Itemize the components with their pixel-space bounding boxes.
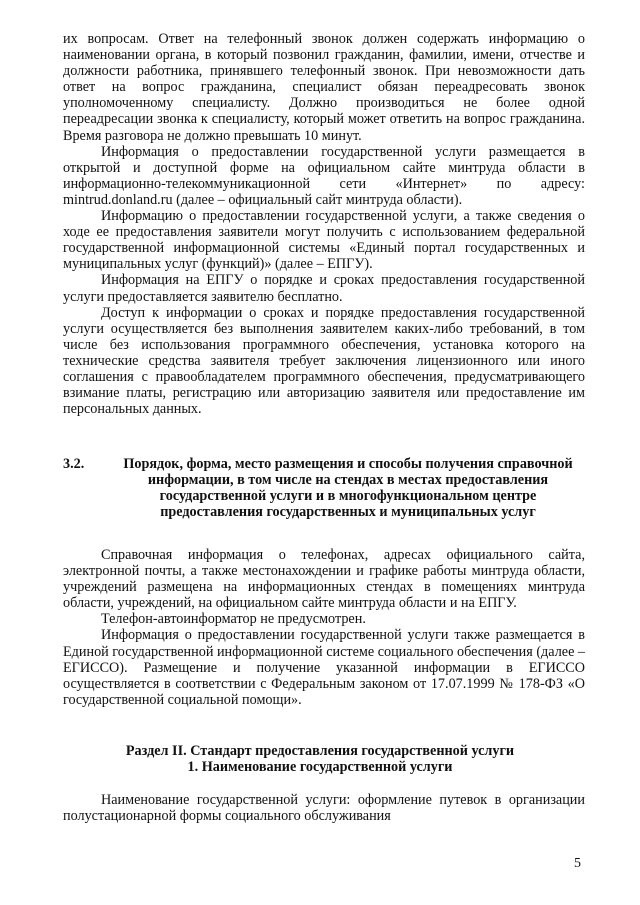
paragraph-block-reference bbox=[63, 547, 585, 708]
paragraph-block-telephone bbox=[63, 31, 585, 417]
paragraph-website-info: Информация о предоставлении государственной услуги размещается в открытой и доступной форме на официальном сайте минтруда области в информационно-телекоммуникационной сети «Интернет» по адресу: mintrud.donland.ru (далее – официальный сайт минтруда области). bbox=[63, 143, 585, 208]
paragraph-access: Доступ к информации о сроках и порядке предоставления государственной услуги осуществляется без выполнения заявителем каких-либо требований, в том числе без использования программного обеспечения, установка которого на технические средства заявителя требует заключения лицензионного или иного соглашения с правообладателем программного обеспечения, предусматривающего взимание платы, регистрацию или авторизацию заявителя или предоставление им персональных данных. bbox=[63, 304, 585, 418]
part-title: Раздел II. Стандарт предоставления государственной услуги bbox=[125, 743, 515, 759]
paragraph-reference-info: Справочная информация о телефонах, адресах официального сайта, электронной почты, а также местонахождении и графике работы минтруда области, учреждений размещена на информационных стендах в помещениях минтруда области, учреждений, на официальном сайте минтруда области и на ЕПГУ. bbox=[63, 547, 585, 612]
paragraph-epgu-free: Информация на ЕПГУ о порядке и сроках предоставления государственной услуги предоставляется заявителю бесплатно. bbox=[63, 272, 585, 305]
paragraph-egisso: Информация о предоставлении государственной услуги также размещается в Единой государственной информационной системе социального обеспечения (далее – ЕГИССО). Размещение и получение указанной информации в ЕГИССО осуществляется в соответствии с Федеральным законом от 17.07.1999 № 178-ФЗ «О государственной социальной помощи». bbox=[63, 627, 586, 708]
section-3-2-heading bbox=[63, 456, 585, 520]
paragraph-block-service-name bbox=[63, 792, 585, 824]
section-title: Порядок, форма, место размещения и способы получения справочной информации, в том числе на стендах в местах предоставления государственной услуги и в многофункциональном центре предоставления государственных и муниципальных услуг bbox=[123, 456, 573, 521]
paragraph-phone-answer: их вопросам. Ответ на телефонный звонок должен содержать информацию о наименовании органа, в который позвонил гражданин, фамилии, имени, отчестве и должности работника, принявшего телефонный звонок. При невозможности дать ответ на вопрос гражданина, специалист обязан переадресовать звонок уполномоченному специалисту. Должно производиться не более одной переадресации звонка к специалисту, который может ответить на вопрос гражданина. Время разговора не должно превышать 10 минут. bbox=[63, 31, 585, 144]
part-subtitle: 1. Наименование государственной услуги bbox=[187, 759, 453, 776]
paragraph-service-name: Наименование государственной услуги: оформление путевок в организации полустационарной формы социального обслуживания bbox=[63, 792, 585, 825]
page-number: 5 bbox=[574, 856, 581, 871]
part-2-heading bbox=[0, 743, 640, 775]
paragraph-autoinformer: Телефон-автоинформатор не предусмотрен. bbox=[101, 611, 366, 628]
paragraph-epgu-info: Информацию о предоставлении государственной услуги, а также сведения о ходе ее предоставления заявители могут получить с использованием федеральной государственной информационной системы «Единый портал государственных и муниципальных услуг (функций)» (далее – ЕПГУ). bbox=[63, 208, 585, 273]
section-number: 3.2. bbox=[63, 456, 85, 472]
